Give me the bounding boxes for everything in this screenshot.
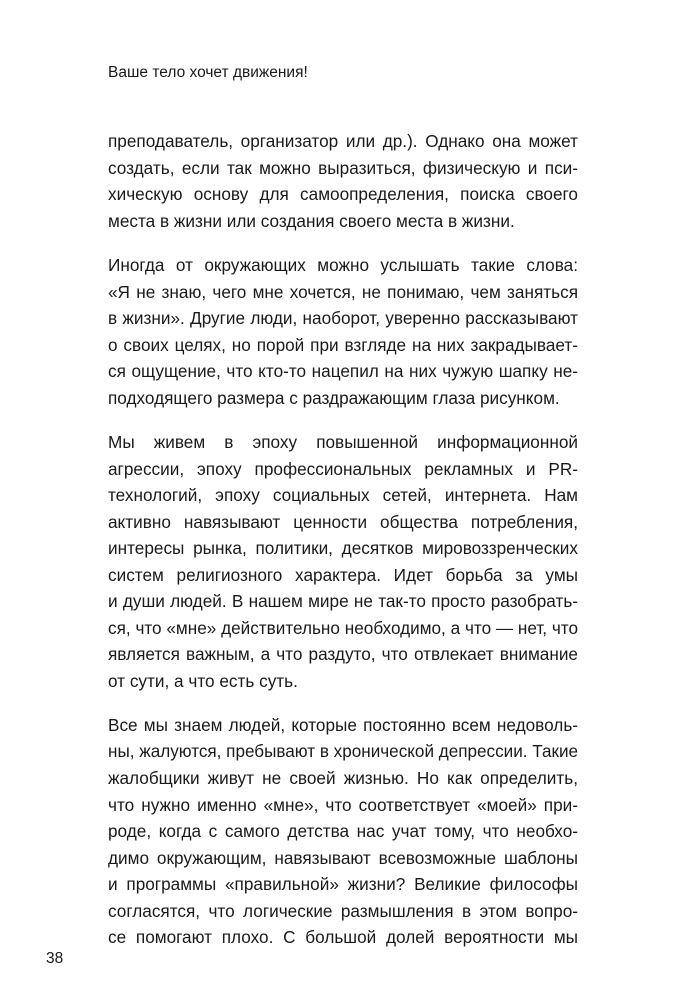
text-line: роде, когда с самого детства нас учат тому, что необхо- (108, 821, 578, 841)
text-line: технологий, эпоху социальных сетей, интернета. Нам (108, 485, 578, 505)
text-line: согласятся, что логические размышления в этом вопро- (108, 900, 578, 921)
text-line: и души людей. В нашем мире не так-то просто разобрать- (108, 591, 578, 611)
text-line: преподаватель, организатор или др.). Однако она может (108, 131, 578, 151)
text-line: агрессии, эпоху профессиональных рекламных и PR- (108, 458, 578, 479)
text-line: Мы живем в эпоху повышенной информационной (108, 432, 578, 452)
text-line: хическую основу для самоопределения, поиска своего (108, 184, 578, 204)
paragraph-3 (108, 429, 578, 694)
paragraph-2 (108, 252, 578, 411)
paragraph-1 (108, 128, 578, 234)
text-line: интересы рынка, политики, десятков мировоззренческих (108, 538, 578, 558)
text-line: се помогают плохо. С большой долей вероятности мы (108, 927, 578, 947)
text-line: «Я не знаю, чего мне хочется, не понимаю, чем заняться (108, 281, 578, 302)
text-line: что нужно именно «мне», что соответствует «моей» при- (108, 794, 578, 815)
text-line: активно навязывают ценности общества потребления, (108, 511, 578, 532)
text-line: является важным, а что раздуто, что отвлекает внимание (108, 644, 578, 664)
body-text (108, 128, 578, 969)
text-line: о своих целях, но порой при взгляде на них закрадывает- (108, 334, 578, 355)
running-title: Ваше тело хочет движения! (108, 64, 308, 81)
text-line: подходящего размера с раздражающим глаза рисунком. (108, 387, 560, 408)
text-line: в жизни». Другие люди, наоборот, уверенно рассказывают (108, 308, 578, 328)
text-line: места в жизни или создания своего места в жизни. (108, 210, 515, 231)
text-line: Все мы знаем людей, которые постоянно всем недоволь- (108, 715, 578, 735)
text-line: ся, что «мне» действительно необходимо, а что — нет, что (108, 617, 578, 638)
text-line: ся ощущение, что кто-то нацепил на них чужую шапку не- (108, 361, 578, 381)
paragraph-4 (108, 712, 578, 951)
text-line: от сути, а что есть суть. (108, 670, 298, 691)
text-line: систем религиозного характера. Идет борьба за умы (108, 564, 578, 585)
text-line: Иногда от окружающих можно услышать такие слова: (108, 255, 578, 275)
text-line: димо окружающим, навязывают всевозможные шаблоны (108, 847, 578, 868)
text-line: ны, жалуются, пребывают в хронической депрессии. Такие (108, 741, 579, 761)
page-number: 38 (46, 950, 64, 967)
text-line: жалобщики живут не своей жизнью. Но как определить, (108, 768, 578, 788)
text-line: и программы «правильной» жизни? Великие философы (108, 874, 578, 894)
text-line: создать, если так можно выразиться, физическую и пси- (108, 157, 578, 178)
